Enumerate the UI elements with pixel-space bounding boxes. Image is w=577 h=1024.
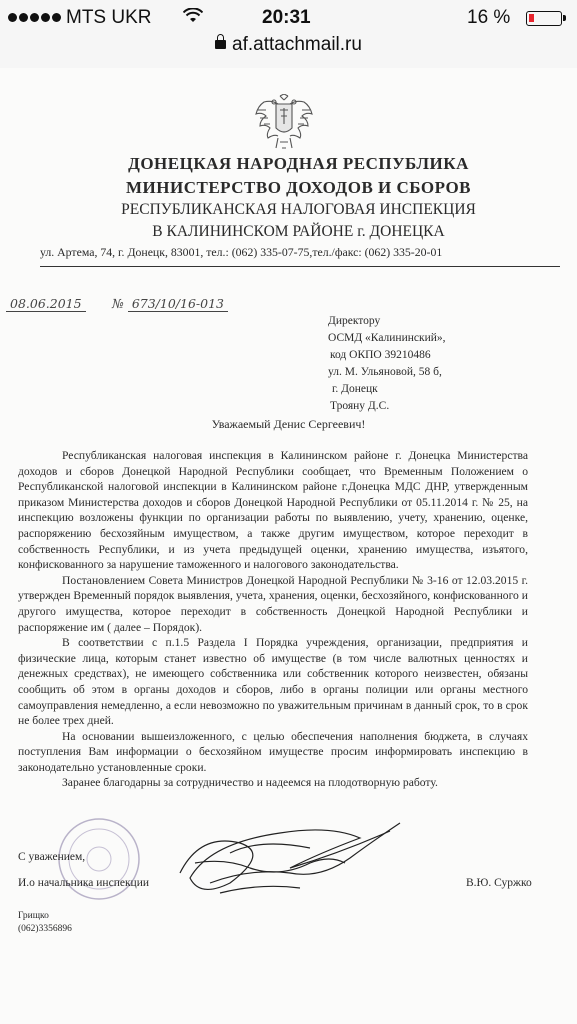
body-paragraph: На основании вышеизложенного, с целью обеспечения наполнения бюджета, в случаях поступления Вам информации о бесхозяйном имуществе просим информировать инспекцию в законодательно установленные сроки. <box>18 729 528 774</box>
status-time: 20:31 <box>262 7 311 28</box>
body-paragraph: Заранее благодарны за сотрудничество и надеемся на плодотворную работу. <box>62 776 438 790</box>
recipient-line: ул. М. Ульяновой, 58 б, <box>328 366 442 378</box>
signal-strength-icon <box>8 13 61 22</box>
letterhead-republic: ДОНЕЦКАЯ НАРОДНАЯ РЕСПУБЛИКА <box>128 154 469 173</box>
battery-percent: 16 % <box>467 7 511 28</box>
recipient-line: код ОКПО 39210486 <box>330 349 431 361</box>
body-paragraph: Постановлением Совета Министров Донецкой Народной Республики № 3-16 от 12.03.2015 г. утвержден Временный порядок выявления, учета, хранения, оценки, бесхозяйного, конфискованного и другого имущества, которое переходит в собственность Донецкой Народной Республики и распоряжение им ( далее – Порядок). <box>18 573 528 634</box>
letterhead-district: В КАЛИНИНСКОМ РАЙОНЕ г. ДОНЕЦКА <box>152 223 445 240</box>
handwritten-signature <box>170 813 420 908</box>
registration-number-value: 673/10/16-013 <box>128 296 228 312</box>
registration-date: 08.06.2015 <box>6 296 86 311</box>
recipient-line: г. Донецк <box>332 383 378 395</box>
wifi-icon <box>183 8 203 30</box>
salutation: Уважаемый Денис Сергеевич! <box>211 417 366 431</box>
recipient-line: Директору <box>328 315 381 327</box>
executor-info <box>18 910 72 936</box>
registration-number <box>112 296 228 311</box>
body-paragraph: В соответствии с п.1.5 Раздела I Порядка учреждения, организации, предприятия и физические лица, которым станет известно об имуществе (в том числе валютных ценностях и денежных средствах), не имеющего собственника или собственник которого неизвестен, обязаны сообщить об этом в органы доходов и сборов, либо в органы полиции или органы местного самоуправления немедленно, а если невозможно по уважительным причинам в данный срок, то в срок не более трех дней. <box>18 636 528 728</box>
executor-name: Грищко <box>18 911 49 921</box>
recipient-block <box>328 313 446 415</box>
coat-of-arms-emblem <box>254 94 314 157</box>
executor-phone: (062)3356896 <box>18 924 72 934</box>
letterhead-address: ул. Артема, 74, г. Донецк, 83001, тел.: (062) 335-07-75,тел./факс: (062) 335-20-01 <box>40 245 560 267</box>
document-page <box>0 68 577 1024</box>
letterhead-ministry: МИНИСТЕРСТВО ДОХОДОВ И СБОРОВ <box>125 178 472 197</box>
lock-icon <box>215 40 226 49</box>
recipient-line: ОСМД «Калининский», <box>328 332 446 344</box>
signer-position: И.о начальника инспекции <box>18 877 149 889</box>
signer-name: В.Ю. Суржко <box>466 877 532 889</box>
body-paragraph: Республиканская налоговая инспекция в Калининском районе г. Донецка Министерства доходов и сборов Донецкой Народной Республики сообщает, что Временным Положением о Республиканской налоговой инспекции в Калининском районе г.Донецка МДС ДНР, утвержденным приказом Министерства доходов и сборов Донецкой Народной Республики от 05.11.2014 г. № 25, на инспекцию возложены функции по организации работы по выявлению, учету, хранению, оценке, распоряжению бесхозяйным имуществом, а также другим имуществом, которое переходит в собственность Республики, и из учета предыдущей оценки, хранению имущества, изъятого, конфискованного за нарушение таможенного и налогового законодательства. <box>18 449 528 572</box>
number-sign: № <box>112 296 124 311</box>
letterhead-inspection: РЕСПУБЛИКАНСКАЯ НАЛОГОВАЯ ИНСПЕКЦИЯ <box>121 201 476 218</box>
battery-icon <box>526 11 562 26</box>
closing-regards: С уважением, <box>18 851 86 863</box>
carrier-name: MTS UKR <box>66 7 152 28</box>
url-text: af.attachmail.ru <box>232 34 362 55</box>
letter-body <box>18 448 528 791</box>
recipient-line: Трояну Д.С. <box>330 400 390 412</box>
status-bar <box>0 0 577 36</box>
address-bar[interactable] <box>0 34 577 64</box>
